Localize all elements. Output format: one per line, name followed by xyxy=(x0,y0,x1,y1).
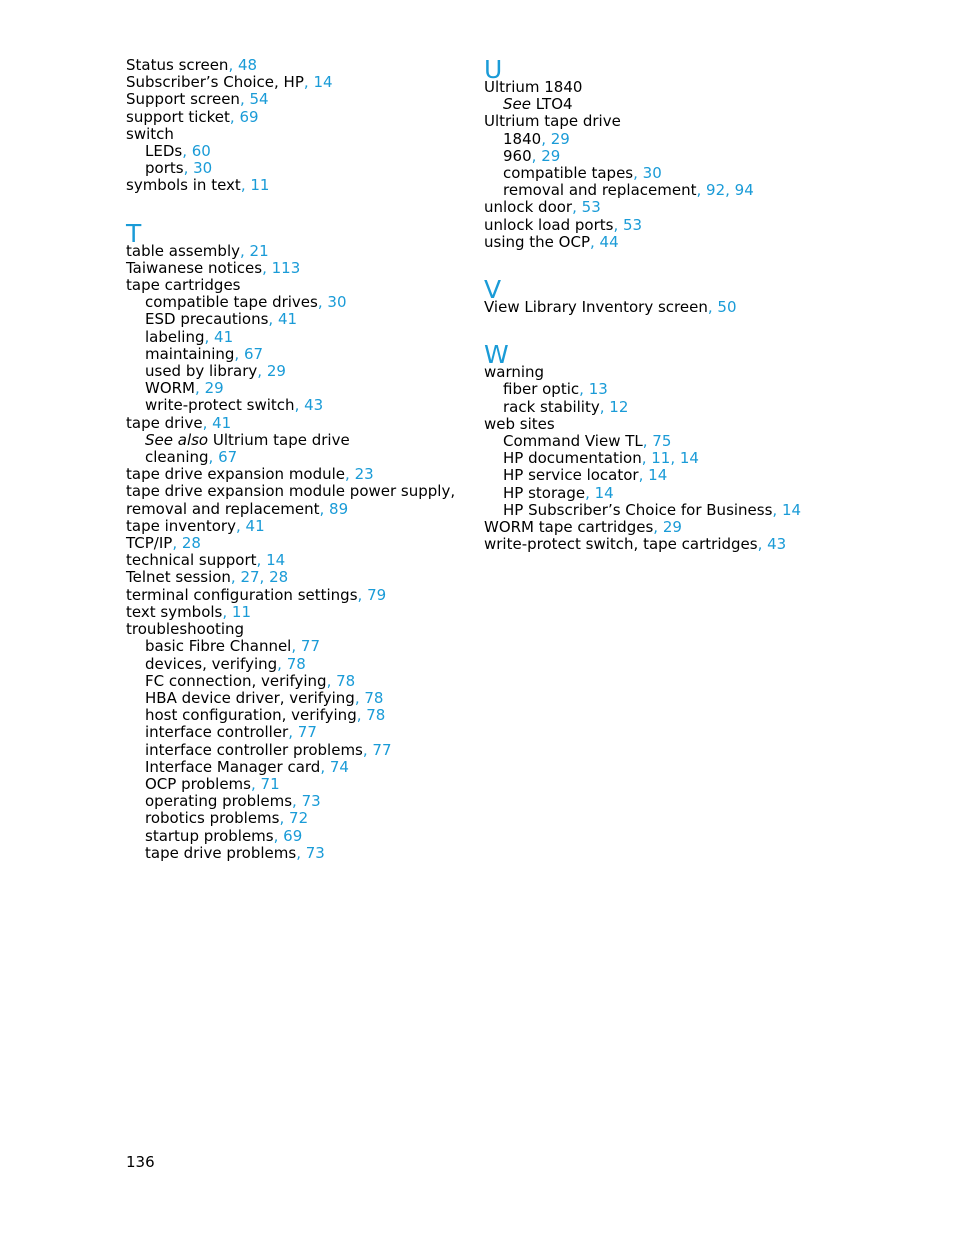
page-separator: , xyxy=(294,396,305,415)
index-section xyxy=(484,57,814,251)
page-reference-link[interactable]: 41 xyxy=(214,327,234,346)
page-separator: , xyxy=(362,740,373,759)
entry-term: removal and replacement xyxy=(503,181,697,200)
index-entry xyxy=(484,364,814,381)
index-entry xyxy=(484,416,814,433)
page-reference-link[interactable]: 89 xyxy=(329,499,349,518)
index-subentry xyxy=(126,690,456,707)
entry-term: table assembly xyxy=(126,241,240,260)
entry-term: web sites xyxy=(484,414,555,433)
index-subentry xyxy=(484,96,814,113)
entry-term: HP storage xyxy=(503,483,586,502)
index-entry xyxy=(126,483,456,500)
entry-term: compatible tape drives xyxy=(145,293,318,312)
page-reference-link[interactable]: 23 xyxy=(354,465,374,484)
entry-term: switch xyxy=(126,124,174,143)
page-separator: , xyxy=(279,809,290,828)
index-entry xyxy=(484,199,814,216)
index-entry xyxy=(484,217,814,234)
index-entry xyxy=(126,552,456,569)
cross-reference-label: See xyxy=(503,95,531,114)
page-reference-link[interactable]: 53 xyxy=(623,215,643,234)
page-reference-link[interactable]: 74 xyxy=(329,757,349,776)
page-reference-link[interactable]: 67 xyxy=(243,344,264,363)
page-reference-link[interactable]: 41 xyxy=(245,516,265,535)
index-subentry xyxy=(484,399,814,416)
entry-term: Command View TL xyxy=(503,432,643,451)
entry-term: technical support xyxy=(126,551,257,570)
page-reference-link[interactable]: 73 xyxy=(301,792,321,811)
entry-term: tape drive problems xyxy=(145,843,297,862)
page-reference-link[interactable]: 50 xyxy=(717,298,737,317)
index-subentry xyxy=(484,131,814,148)
index-subentry xyxy=(484,182,814,199)
entry-term: compatible tapes xyxy=(503,164,634,183)
page-separator: , xyxy=(235,516,246,535)
index-entry xyxy=(126,466,456,483)
page-separator: , xyxy=(288,723,298,742)
entry-term: TCP/IP xyxy=(126,534,173,553)
index-subentry xyxy=(126,759,456,776)
page-reference-link[interactable]: 14 xyxy=(594,483,614,502)
index-entry xyxy=(126,243,456,260)
index-subentry xyxy=(126,294,456,311)
entry-term: interface controller xyxy=(145,723,289,742)
page-reference-link[interactable]: 30 xyxy=(327,293,347,312)
index-entry xyxy=(484,519,814,536)
page-reference-link[interactable]: 75 xyxy=(652,432,672,451)
index-entry xyxy=(126,74,456,91)
page-reference-link[interactable]: 78 xyxy=(366,706,386,725)
entry-term: LTO4 xyxy=(535,95,573,114)
page-reference-link[interactable]: 78 xyxy=(364,688,384,707)
entry-term: FC connection, verifying xyxy=(145,671,327,690)
index-subentry xyxy=(126,707,456,724)
entry-term: tape drive xyxy=(126,413,203,432)
page-separator: , xyxy=(204,327,215,346)
page-separator: , xyxy=(234,344,244,363)
page-separator: , xyxy=(319,499,330,518)
index-entry xyxy=(484,79,814,96)
page-reference-link[interactable]: 27, 28 xyxy=(240,568,289,587)
page-separator: , xyxy=(599,397,610,416)
index-entry xyxy=(126,277,456,294)
page-separator: , xyxy=(585,483,595,502)
section-letter-heading: W xyxy=(484,340,509,370)
page-reference-link[interactable]: 30 xyxy=(642,164,662,183)
index-section xyxy=(126,57,456,195)
section-letter-heading: U xyxy=(484,55,503,84)
page-separator: , xyxy=(642,432,653,451)
page-separator: , xyxy=(195,379,205,398)
page-separator: , xyxy=(172,534,182,553)
page-reference-link[interactable]: 14 xyxy=(781,500,802,519)
index-subentry xyxy=(126,810,456,827)
page-separator: , xyxy=(590,232,600,251)
page-reference-link[interactable]: 77 xyxy=(300,637,320,656)
page-separator: , xyxy=(277,654,287,673)
page-reference-link[interactable]: 77 xyxy=(372,740,392,759)
entry-term: WORM tape cartridges xyxy=(484,518,654,537)
entry-term: ports xyxy=(145,159,184,178)
page-separator: , xyxy=(345,465,355,484)
index-entry xyxy=(126,535,456,552)
index-section xyxy=(484,342,814,553)
page-separator: , xyxy=(641,449,652,468)
page-reference-link[interactable]: 29 xyxy=(662,518,682,537)
page-separator: , xyxy=(613,215,623,234)
index-subentry xyxy=(484,433,814,450)
page-reference-link[interactable]: 11 xyxy=(231,602,251,621)
index-entry xyxy=(126,57,456,74)
page-separator: , xyxy=(296,843,306,862)
entry-term: write-protect switch xyxy=(145,396,295,415)
index-entry xyxy=(126,604,456,621)
index-subentry xyxy=(126,656,456,673)
entry-term: host configuration, verifying xyxy=(145,706,357,725)
entry-term: terminal configuration settings xyxy=(126,585,358,604)
entry-term: troubleshooting xyxy=(126,620,245,639)
index-subentry xyxy=(126,311,456,328)
index-section xyxy=(126,218,456,862)
page-reference-link[interactable]: 67 xyxy=(218,448,238,467)
page-reference-link[interactable]: 77 xyxy=(297,723,317,742)
page-reference-link[interactable]: 28 xyxy=(181,534,201,553)
page-separator: , xyxy=(572,198,582,217)
entry-term: tape cartridges xyxy=(126,276,241,295)
page-separator: , xyxy=(317,293,328,312)
entry-term: robotics problems xyxy=(145,809,280,828)
entry-term: tape drive expansion module power supply, xyxy=(126,482,456,501)
entry-term: 1840 xyxy=(503,129,542,148)
index-subentry xyxy=(126,329,456,346)
index-subentry xyxy=(484,450,814,467)
page-reference-link[interactable]: 48 xyxy=(237,56,258,74)
entry-term: used by library xyxy=(145,362,258,381)
page-separator: , xyxy=(208,448,219,467)
page-separator: , xyxy=(707,298,718,317)
index-subentry xyxy=(484,148,814,165)
page-reference-link[interactable]: 43 xyxy=(767,535,787,554)
entry-term: Ultrium tape drive xyxy=(484,112,621,131)
page-reference-link[interactable]: 60 xyxy=(191,142,211,161)
entry-term: HP service locator xyxy=(503,466,639,485)
index-entry xyxy=(126,415,456,432)
page-separator: , xyxy=(696,181,707,200)
page-reference-link[interactable]: 29 xyxy=(204,379,224,398)
entry-term: View Library Inventory screen xyxy=(484,298,708,317)
entry-term: HBA device driver, verifying xyxy=(145,688,355,707)
page-reference-link[interactable]: 78 xyxy=(336,671,356,690)
page-separator: , xyxy=(326,671,337,690)
page-separator: , xyxy=(541,129,551,148)
entry-term: fiber optic xyxy=(503,380,580,399)
index-entry xyxy=(126,501,456,518)
entry-term: startup problems xyxy=(145,826,274,845)
page-separator: , xyxy=(268,310,278,329)
page-reference-link[interactable]: 11 xyxy=(250,176,270,195)
page-reference-link[interactable]: 14 xyxy=(648,466,668,485)
page-separator: , xyxy=(182,142,192,161)
page-reference-link[interactable]: 69 xyxy=(239,107,259,126)
entry-term: interface controller problems xyxy=(145,740,363,759)
page-reference-link[interactable]: 29 xyxy=(541,146,561,165)
page-reference-link[interactable]: 12 xyxy=(609,397,629,416)
page-separator: , xyxy=(772,500,782,519)
index-subentry xyxy=(484,165,814,182)
index-entry xyxy=(126,569,456,586)
entry-term: OCP problems xyxy=(145,774,251,793)
index-entry xyxy=(126,518,456,535)
index-entry xyxy=(484,113,814,130)
page-separator: , xyxy=(357,585,368,604)
page-reference-link[interactable]: 30 xyxy=(193,159,213,178)
index-subentry xyxy=(126,449,456,466)
index-entry xyxy=(126,260,456,277)
index-subentry xyxy=(126,397,456,414)
index-subentry xyxy=(126,143,456,160)
entry-term: operating problems xyxy=(145,792,293,811)
page-separator: , xyxy=(633,164,643,183)
index-subentry xyxy=(126,845,456,862)
entry-term: tape inventory xyxy=(126,516,236,535)
index-entry xyxy=(126,126,456,143)
page-separator: , xyxy=(757,535,768,554)
entry-term: cleaning xyxy=(145,448,209,467)
index-entry xyxy=(126,621,456,638)
page-reference-link[interactable]: 73 xyxy=(305,843,325,862)
index-column-left xyxy=(126,57,456,862)
entry-term: maintaining xyxy=(145,344,235,363)
index-subentry xyxy=(126,828,456,845)
page-reference-link[interactable]: 69 xyxy=(283,826,303,845)
entry-term: basic Fibre Channel xyxy=(145,637,292,656)
entry-term: removal and replacement xyxy=(126,499,320,518)
index-entry xyxy=(126,177,456,194)
index-subentry xyxy=(126,380,456,397)
index-subentry xyxy=(126,742,456,759)
index-subentry xyxy=(126,638,456,655)
entry-term: write-protect switch, tape cartridges xyxy=(484,535,758,554)
page-reference-link[interactable]: 41 xyxy=(277,310,298,329)
entry-term: text symbols xyxy=(126,602,223,621)
page-separator: , xyxy=(531,146,542,165)
entry-term: tape drive expansion module xyxy=(126,465,346,484)
page-separator: , xyxy=(240,176,251,195)
entry-term: Ultrium tape drive xyxy=(212,430,350,449)
entry-term: LEDs xyxy=(145,142,183,161)
page-separator: , xyxy=(229,107,240,126)
page-separator: , xyxy=(202,413,213,432)
page-separator: , xyxy=(222,602,232,621)
index-entry xyxy=(484,536,814,553)
index-subentry xyxy=(126,160,456,177)
page-separator: , xyxy=(273,826,284,845)
page-reference-link[interactable]: 79 xyxy=(367,585,387,604)
entry-term: Subscriber’s Choice, HP xyxy=(126,73,304,92)
index-section xyxy=(484,277,814,316)
index-subentry xyxy=(484,381,814,398)
page-reference-link[interactable]: 43 xyxy=(304,396,324,415)
cross-reference-label: See also xyxy=(145,430,209,449)
index-entry xyxy=(484,234,814,251)
section-letter-heading: T xyxy=(126,218,142,248)
page-separator: , xyxy=(183,159,194,178)
page-reference-link[interactable]: 29 xyxy=(266,362,286,381)
page-separator: , xyxy=(354,688,365,707)
page-reference-link[interactable]: 14 xyxy=(313,73,333,92)
entry-term: WORM xyxy=(145,379,196,398)
page-reference-link[interactable]: 13 xyxy=(588,380,608,399)
index-subentry xyxy=(126,724,456,741)
index-subentry xyxy=(126,673,456,690)
page-separator: , xyxy=(303,73,314,92)
page-reference-link[interactable]: 71 xyxy=(260,774,280,793)
page-reference-link[interactable]: 92, 94 xyxy=(706,181,754,200)
page-separator: , xyxy=(653,518,663,537)
index-entry xyxy=(126,91,456,108)
page-reference-link[interactable]: 44 xyxy=(599,232,619,251)
entry-term: labeling xyxy=(145,327,205,346)
page-separator: , xyxy=(291,637,301,656)
page-number: 136 xyxy=(126,1153,155,1171)
entry-term: Ultrium 1840 xyxy=(484,78,583,96)
entry-term: devices, verifying xyxy=(145,654,278,673)
index-subentry xyxy=(484,467,814,484)
entry-term: Status screen xyxy=(126,56,229,74)
page-reference-link[interactable]: 53 xyxy=(581,198,601,217)
entry-term: unlock load ports xyxy=(484,215,614,234)
page-separator: , xyxy=(256,551,267,570)
index-subentry xyxy=(484,485,814,502)
page-separator: , xyxy=(250,774,261,793)
page-separator: , xyxy=(240,241,250,260)
index-subentry xyxy=(126,363,456,380)
entry-term: symbols in text xyxy=(126,176,241,195)
entry-term: ESD precautions xyxy=(145,310,269,329)
page-separator: , xyxy=(320,757,330,776)
page-separator: , xyxy=(292,792,302,811)
page-reference-link[interactable]: 72 xyxy=(289,809,309,828)
page-separator: , xyxy=(230,568,241,587)
entry-term: using the OCP xyxy=(484,232,590,251)
page-separator: , xyxy=(579,380,589,399)
page-separator: , xyxy=(228,56,238,74)
entry-term: Support screen xyxy=(126,90,240,109)
entry-term: HP Subscriber’s Choice for Business xyxy=(503,500,773,519)
entry-term: Telnet session xyxy=(126,568,231,587)
index-subentry xyxy=(484,502,814,519)
page-reference-link[interactable]: 14 xyxy=(266,551,286,570)
page-separator: , xyxy=(356,706,367,725)
index-subentry xyxy=(126,346,456,363)
index-subentry xyxy=(126,776,456,793)
page-separator: , xyxy=(257,362,267,381)
entry-term: HP documentation xyxy=(503,449,642,468)
entry-term: support ticket xyxy=(126,107,230,126)
index-subentry xyxy=(126,793,456,810)
entry-term: warning xyxy=(484,363,545,382)
page-reference-link[interactable]: 113 xyxy=(271,258,301,277)
page-separator: , xyxy=(262,258,272,277)
page-reference-link[interactable]: 41 xyxy=(212,413,232,432)
index-entry xyxy=(484,299,814,316)
section-letter-heading: V xyxy=(484,275,502,305)
index-column-right xyxy=(484,57,814,553)
page-reference-link[interactable]: 78 xyxy=(286,654,306,673)
index-subentry xyxy=(126,432,456,449)
entry-term: rack stability xyxy=(503,397,600,416)
page-reference-link[interactable]: 21 xyxy=(249,241,269,260)
page-reference-link[interactable]: 11, 14 xyxy=(651,449,699,468)
page-reference-link[interactable]: 29 xyxy=(550,129,570,148)
page-separator: , xyxy=(638,466,649,485)
index-entry xyxy=(126,587,456,604)
entry-term: Taiwanese notices xyxy=(126,258,263,277)
entry-term: Interface Manager card xyxy=(145,757,321,776)
page-reference-link[interactable]: 54 xyxy=(249,90,269,109)
entry-term: 960 xyxy=(503,146,532,165)
entry-term: unlock door xyxy=(484,198,573,217)
index-entry xyxy=(126,109,456,126)
page-separator: , xyxy=(239,90,250,109)
